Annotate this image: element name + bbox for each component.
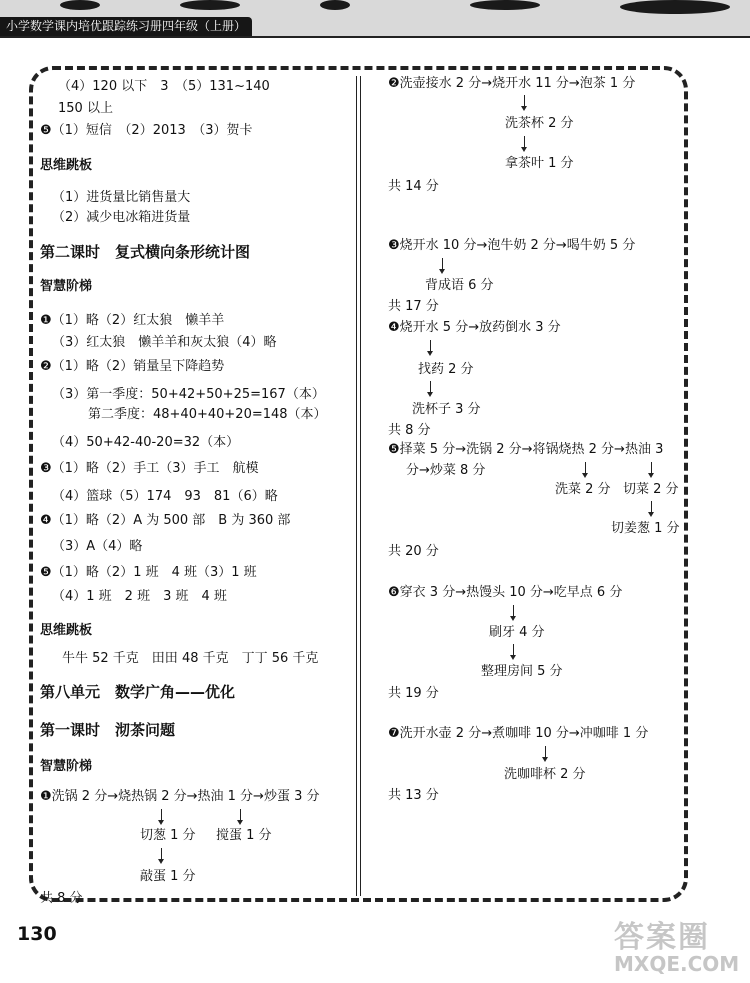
section-heading-ladder: 智慧阶梯: [40, 279, 93, 294]
answer-line: 牛牛 52 千克 田田 48 千克 丁丁 56 千克: [62, 651, 319, 666]
down-arrow-icon: [545, 746, 546, 759]
section-heading-ladder: 智慧阶梯: [40, 759, 93, 774]
flow-step: 整理房间 5 分: [481, 664, 563, 679]
section-heading-thinking: 思维跳板: [40, 623, 93, 638]
answer-line: 共 13 分: [388, 788, 439, 803]
answer-line: ❷洗壶接水 2 分→烧开水 11 分→泡茶 1 分: [388, 76, 636, 91]
answer-line: （1）进货量比销售量大: [52, 190, 191, 205]
flow-step: 找药 2 分: [418, 362, 474, 377]
answer-line: ❺（1）略（2）1 班 4 班（3）1 班: [40, 565, 257, 580]
header-title: 小学数学课内培优跟踪练习册四年级（上册）: [0, 17, 252, 36]
lesson-title: 第二课时 复式横向条形统计图: [40, 243, 251, 261]
answer-line: ❺择菜 5 分→洗锅 2 分→将锅烧热 2 分→热油 3: [388, 442, 664, 457]
flow-step: 刷牙 4 分: [489, 625, 545, 640]
down-arrow-icon: [585, 462, 586, 475]
header-ink-speck: [620, 0, 730, 14]
down-arrow-icon: [161, 809, 162, 822]
answer-line: （3）红太狼 懒羊羊和灰太狼（4）略: [52, 335, 277, 350]
answer-line: 共 20 分: [388, 544, 439, 559]
answer-line: 共 8 分: [388, 423, 431, 438]
lesson-title: 第一课时 沏茶问题: [40, 721, 176, 739]
answer-line: （4）篮球（5）174 93 81（6）略: [52, 489, 278, 504]
watermark: [614, 912, 740, 976]
header-ink-speck: [470, 0, 540, 10]
unit-title: 第八单元 数学广角——优化: [40, 683, 236, 701]
header-ink-speck: [320, 0, 350, 10]
answer-line: ❼洗开水壶 2 分→煮咖啡 10 分→冲咖啡 1 分: [388, 726, 649, 741]
answer-line: （4）120 以下 3 （5）131~140: [58, 79, 270, 94]
flow-step: 洗茶杯 2 分: [505, 116, 574, 131]
flow-step: 拿茶叶 1 分: [505, 156, 574, 171]
answer-line: 分→炒菜 8 分: [406, 463, 486, 478]
answer-line: 共 8 分: [40, 891, 83, 906]
down-arrow-icon: [524, 95, 525, 108]
answer-line: 共 17 分: [388, 299, 439, 314]
flow-step: 洗杯子 3 分: [412, 402, 481, 417]
down-arrow-icon: [161, 848, 162, 861]
flow-step: 搅蛋 1 分: [216, 828, 272, 843]
answer-line: ❹（1）略（2）A 为 500 部 B 为 360 部: [40, 513, 291, 528]
answer-line: ❹烧开水 5 分→放药倒水 3 分: [388, 320, 561, 335]
flow-step: 洗菜 2 分: [555, 482, 611, 497]
answer-line: ❶（1）略（2）红太狼 懒羊羊: [40, 313, 225, 328]
answer-line: ❸烧开水 10 分→泡牛奶 2 分→喝牛奶 5 分: [388, 238, 636, 253]
header-ink-speck: [180, 0, 240, 10]
answer-line: ❸（1）略（2）手工（3）手工 航模: [40, 461, 259, 476]
answer-line: 共 19 分: [388, 686, 439, 701]
flow-step: 切葱 1 分: [140, 828, 196, 843]
watermark-logo: 答案圈: [614, 920, 710, 955]
header-ink-speck: [60, 0, 100, 10]
answer-line: （4）50+42-40-20=32（本）: [52, 435, 240, 450]
answer-line: （3）第一季度：50+42+50+25=167（本）: [52, 387, 325, 402]
answer-line: 第二季度：48+40+40+20=148（本）: [88, 407, 327, 422]
answer-line: 共 14 分: [388, 179, 439, 194]
column-divider: [356, 76, 361, 896]
answer-line: （3）A（4）略: [52, 539, 143, 554]
flow-step: 背成语 6 分: [425, 278, 494, 293]
flow-step: 敲蛋 1 分: [140, 869, 196, 884]
down-arrow-icon: [513, 605, 514, 618]
page-number: 130: [17, 923, 57, 945]
page-header: [0, 0, 750, 38]
section-heading-thinking: 思维跳板: [40, 158, 93, 173]
answer-line: 150 以上: [58, 101, 113, 116]
down-arrow-icon: [651, 462, 652, 475]
answer-line: ❺（1）短信 （2）2013 （3）贺卡: [40, 123, 253, 138]
flow-step: 切姜葱 1 分: [611, 521, 680, 536]
down-arrow-icon: [651, 501, 652, 514]
flow-step: 洗咖啡杯 2 分: [504, 767, 586, 782]
flow-step: 切菜 2 分: [623, 482, 679, 497]
down-arrow-icon: [524, 136, 525, 149]
watermark-url: MXQE.COM: [614, 952, 740, 976]
down-arrow-icon: [430, 381, 431, 394]
down-arrow-icon: [240, 809, 241, 822]
answer-line: （2）减少电冰箱进货量: [52, 210, 191, 225]
answer-line: ❻穿衣 3 分→热馒头 10 分→吃早点 6 分: [388, 585, 623, 600]
answer-line: ❶洗锅 2 分→烧热锅 2 分→热油 1 分→炒蛋 3 分: [40, 789, 320, 804]
down-arrow-icon: [513, 644, 514, 657]
answer-line: （4）1 班 2 班 3 班 4 班: [52, 589, 227, 604]
down-arrow-icon: [430, 340, 431, 353]
down-arrow-icon: [442, 258, 443, 271]
answer-line: ❷（1）略（2）销量呈下降趋势: [40, 359, 225, 374]
